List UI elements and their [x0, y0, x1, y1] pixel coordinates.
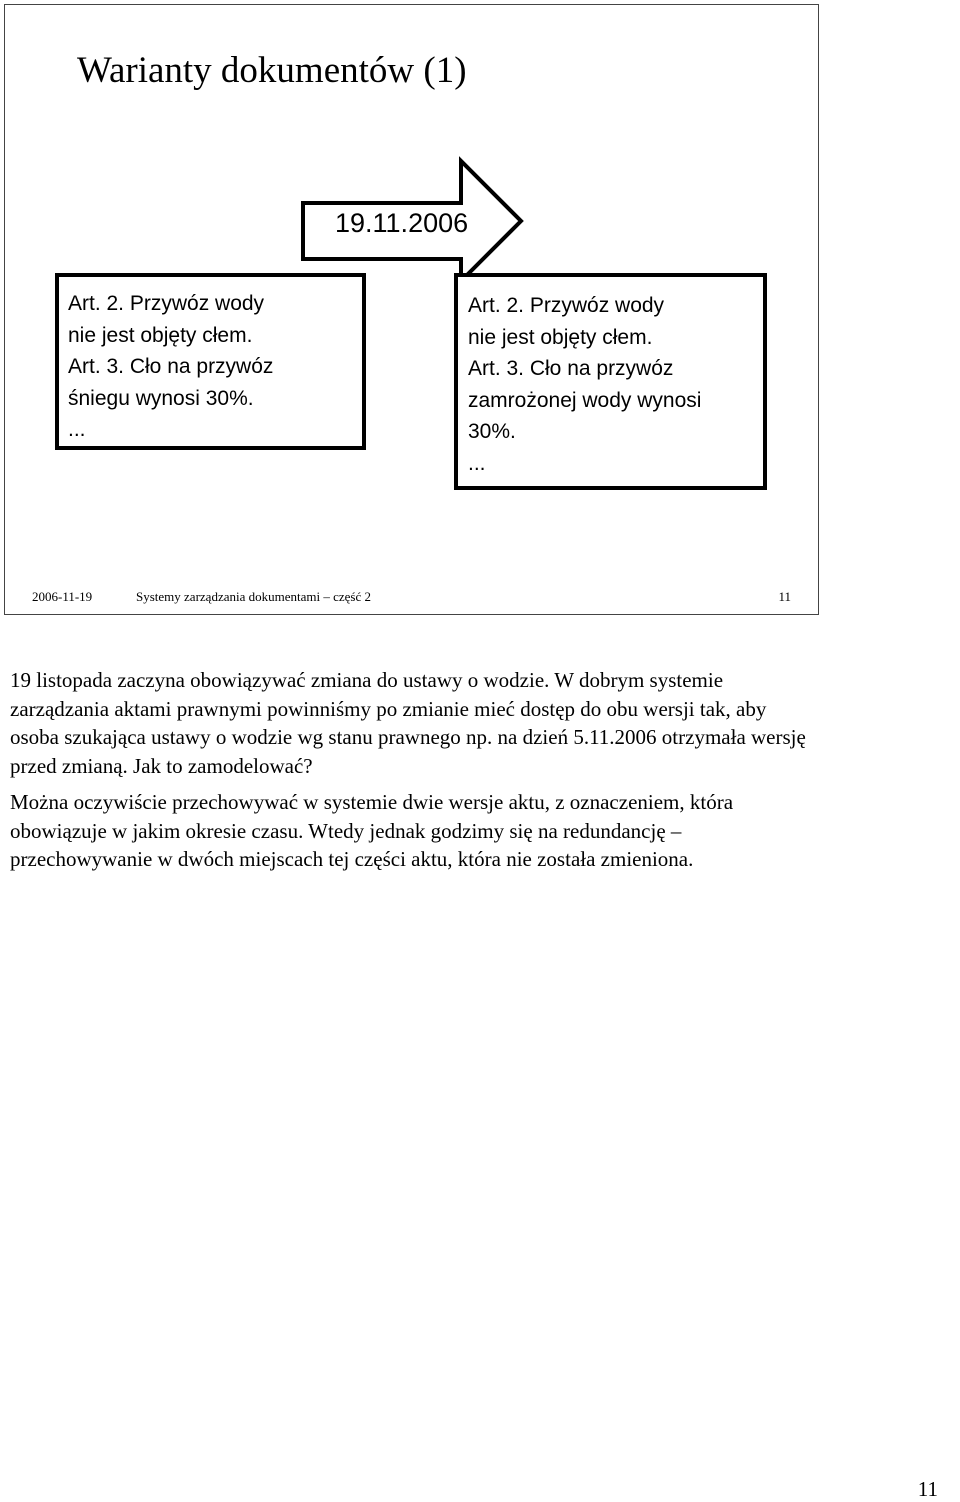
document-before-change — [55, 273, 366, 450]
doc-line: Art. 3. Cło na przywóz — [468, 357, 674, 380]
doc-line: Art. 3. Cło na przywóz — [68, 355, 274, 378]
document-after-change — [454, 273, 767, 490]
arrow-date: 19.11.2006 — [335, 208, 469, 238]
doc-line: zamrożonej wody wynosi — [468, 388, 702, 412]
doc-line: nie jest objęty cłem. — [468, 325, 653, 349]
page-number: 11 — [917, 1477, 938, 1501]
speaker-notes — [10, 666, 810, 882]
slide — [4, 4, 819, 615]
doc-line: 30%. — [468, 420, 516, 443]
doc-line: nie jest objęty cłem. — [68, 323, 253, 347]
slide-title: Warianty dokumentów (1) — [77, 50, 467, 91]
footer-title: Systemy zarządzania dokumentami – część 2 — [136, 589, 371, 604]
notes-paragraph: 19 listopada zaczyna obowiązywać zmiana do ustawy o wodzie. W dobrym systemie zarządzania aktami prawnymi powinniśmy po zmianie mieć dostęp do obu wersji tak, aby osoba szukająca ustawy o wodzie wg stanu prawnego np. na dzień 5.11.2006 otrzymała wersję przed zmianą. Jak to zamodelować? — [10, 668, 806, 778]
footer-date: 2006-11-19 — [32, 589, 93, 604]
doc-line: śniegu wynosi 30%. — [68, 386, 254, 410]
notes-paragraph: Można oczywiście przechowywać w systemie dwie wersje aktu, z oznaczeniem, która obowiązuje w jakim okresie czasu. Wtedy jednak godzimy się na redundancję – przechowywanie w dwóch miejscach tej części aktu, która nie została zmieniona. — [10, 790, 734, 871]
doc-line: Art. 2. Przywóz wody — [468, 294, 665, 317]
footer-slide-number: 11 — [778, 589, 791, 604]
doc-line: ... — [68, 418, 86, 441]
doc-line: Art. 2. Przywóz wody — [68, 292, 265, 315]
doc-line: ... — [468, 451, 486, 475]
